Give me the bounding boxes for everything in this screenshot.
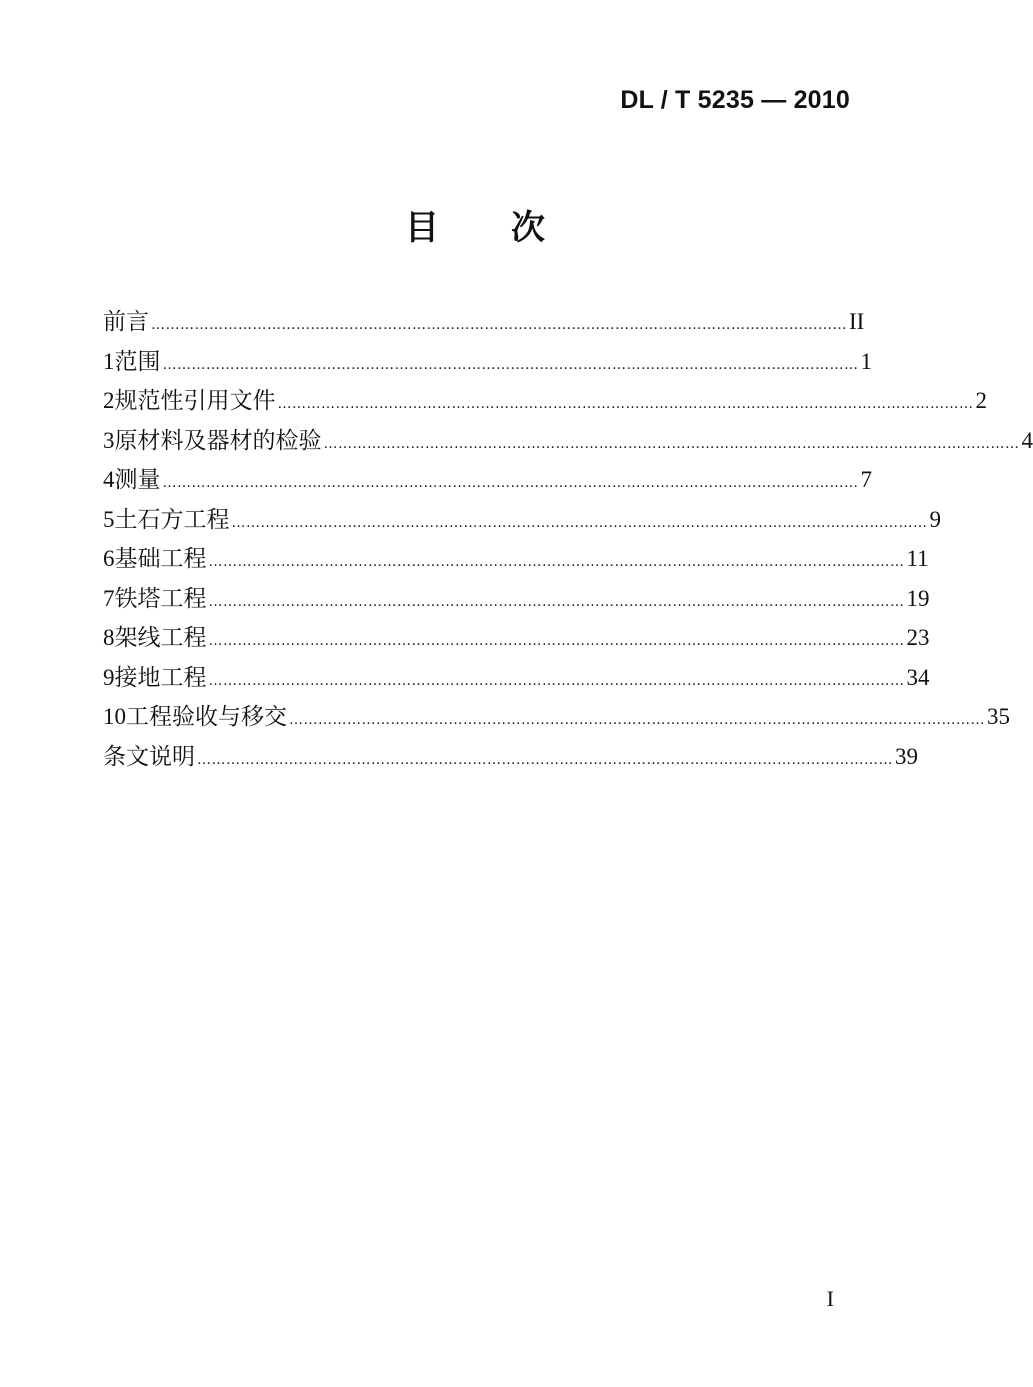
toc-leader-dots: ……………………………………………………………………………………………………………………………… [162, 356, 859, 373]
toc-entry-label: 前言 [103, 309, 149, 335]
standard-code: DL / T 5235 — 2010 [620, 86, 850, 114]
toc-entry-page: 4 [1021, 427, 1033, 453]
toc-entry-page: 35 [987, 704, 1010, 729]
toc-entry-label: 规范性引用文件 [114, 388, 276, 414]
toc-leader-dots: ……………………………………………………………………………………………………………………………… [277, 396, 974, 412]
toc-leader-dots: ……………………………………………………………………………………………………………………………… [208, 633, 905, 649]
toc-entry-number: 10 [103, 704, 126, 729]
toc-entry-number: 8 [103, 625, 115, 650]
toc-entry-page: 1 [860, 348, 872, 374]
toc-entry-label: 工程验收与移交 [126, 704, 287, 730]
toc-entry-1[interactable] [103, 342, 872, 382]
toc-leader-dots: ……………………………………………………………………………………………………………………………… [208, 554, 905, 570]
toc-entry-8[interactable] [103, 618, 930, 658]
toc-entry-3[interactable] [103, 421, 1033, 461]
toc-leader-dots: ……………………………………………………………………………………………………………………………… [162, 475, 859, 491]
title-part-2: 次 [511, 208, 545, 248]
toc-entry-number: 7 [103, 585, 115, 611]
toc-entry-5[interactable] [103, 500, 941, 540]
toc-entry-page: II [849, 309, 865, 334]
toc-entry-page: 11 [906, 546, 929, 571]
toc-entry-number: 5 [103, 506, 115, 532]
toc-entry-label: 范围 [114, 348, 161, 375]
toc-entry-10[interactable] [103, 697, 1010, 737]
toc-entry-6[interactable] [103, 539, 929, 579]
toc-entry-label: 条文说明 [103, 743, 195, 770]
toc-entry-number: 9 [103, 664, 115, 690]
toc-entry-label: 测量 [114, 467, 161, 493]
toc-entry-label: 原材料及器材的检验 [114, 427, 322, 454]
toc-entry-4[interactable] [103, 460, 872, 500]
toc-leader-dots: ……………………………………………………………………………………………………………………………… [208, 593, 905, 610]
toc-entry-label: 土石方工程 [114, 506, 230, 533]
toc-entry-page: 34 [906, 664, 930, 690]
toc-entry-foreword[interactable] [103, 302, 865, 342]
toc-entry-number: 1 [103, 348, 115, 374]
toc-entry-9[interactable] [103, 658, 930, 698]
toc-entry-page: 23 [906, 625, 930, 650]
page-title [0, 200, 950, 249]
toc-entry-page: 39 [895, 743, 918, 769]
toc-entry-2[interactable] [103, 381, 987, 421]
toc-entry-7[interactable] [103, 579, 930, 619]
toc-entry-number: 2 [103, 388, 115, 413]
toc-entry-page: 9 [929, 506, 941, 532]
toc-entry-label: 铁塔工程 [114, 585, 207, 612]
page-number: I [826, 1286, 834, 1311]
toc-entry-number: 6 [103, 546, 115, 571]
toc-entry-page: 2 [975, 388, 987, 413]
table-of-contents [103, 302, 1033, 776]
toc-entry-page: 19 [906, 585, 930, 611]
title-part-1: 目 [405, 208, 439, 248]
toc-entry-label: 接地工程 [114, 664, 207, 691]
toc-entry-number: 4 [103, 467, 115, 492]
toc-entry-label: 架线工程 [114, 625, 207, 651]
toc-leader-dots: ……………………………………………………………………………………………………………………………… [231, 514, 928, 531]
toc-leader-dots: ……………………………………………………………………………………………………………………………… [208, 672, 905, 689]
toc-leader-dots: ……………………………………………………………………………………………………………………………… [323, 435, 1020, 452]
toc-leader-dots: ……………………………………………………………………………………………………………………………… [197, 751, 893, 768]
toc-leader-dots: ……………………………………………………………………………………………………………………………… [151, 317, 847, 333]
toc-entry-explanation[interactable] [103, 737, 918, 777]
toc-entry-number: 3 [103, 427, 115, 453]
toc-entry-page: 7 [860, 467, 872, 492]
toc-entry-label: 基础工程 [114, 546, 207, 572]
toc-leader-dots: ……………………………………………………………………………………………………………………………… [289, 712, 985, 728]
